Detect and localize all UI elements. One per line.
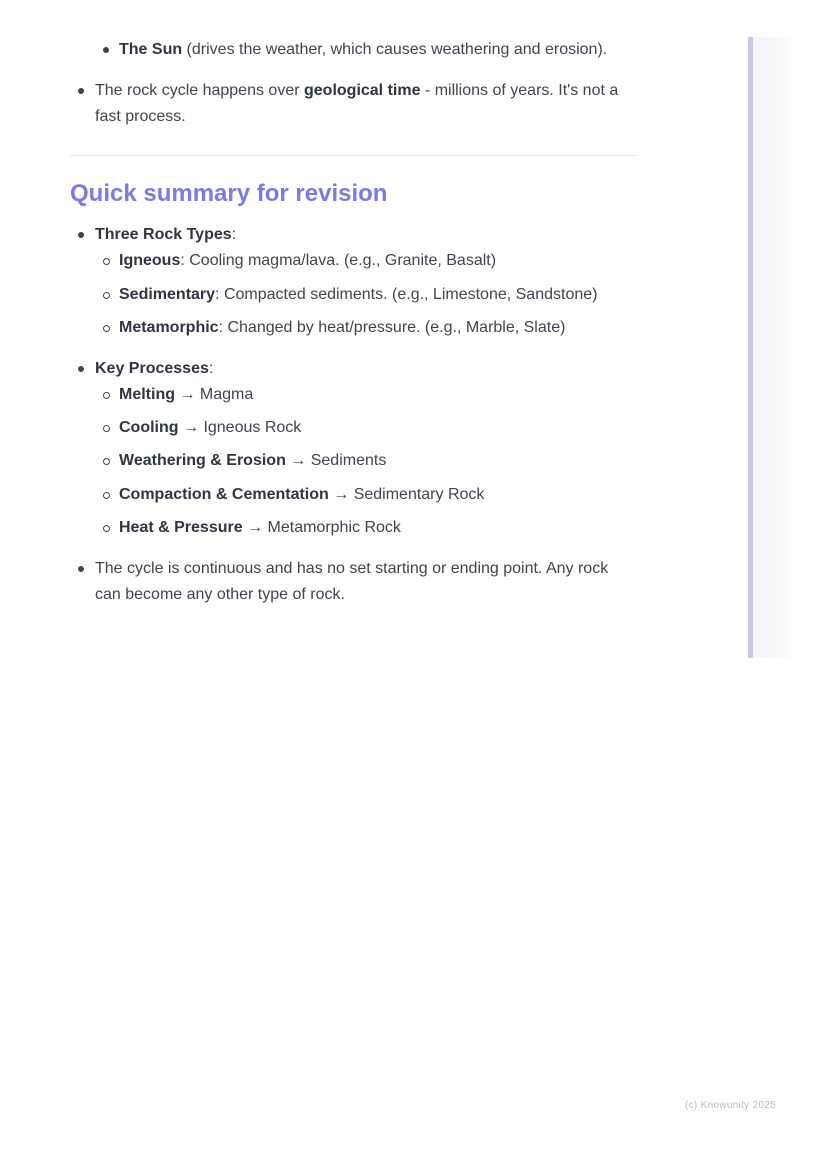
term-bold: Sedimentary (119, 286, 216, 303)
rock-type-item-igneous (70, 248, 644, 274)
item-text (119, 315, 565, 341)
item-text (119, 415, 301, 441)
term-rest: : Compacted sediments. (e.g., Limestone, Sandstone) (215, 286, 598, 303)
item-text (119, 248, 496, 274)
term-rest: → Igneous Rock (178, 419, 302, 436)
circle-bullet-icon (103, 482, 119, 499)
circle-bullet-icon (103, 315, 119, 332)
time-term-bold: geological time (304, 82, 421, 99)
process-item-cooling (70, 415, 644, 441)
rock-types-title-rest: : (231, 226, 237, 243)
term-rest: : Cooling magma/lava. (e.g., Granite, Basalt) (180, 252, 497, 269)
item-text (119, 382, 253, 408)
sun-item-text (119, 37, 607, 63)
time-rest: - millions of years. It's not a (420, 82, 619, 99)
page-edge-panel (753, 37, 792, 658)
circle-bullet-icon (103, 248, 119, 265)
copyright-footer: (c) Knowunity 2025 (684, 1100, 776, 1111)
term-rest: → Sediments (285, 452, 387, 469)
geological-time-text (95, 78, 618, 130)
rock-types-title-bold: Three Rock Types (95, 226, 232, 243)
process-item-melting (70, 382, 644, 408)
item-text (119, 515, 401, 541)
document-page (70, 37, 644, 608)
circle-bullet-icon (103, 448, 119, 465)
sun-term-rest: (drives the weather, which causes weathering and erosion). (182, 41, 608, 58)
summary-heading: Quick summary for revision (70, 180, 388, 207)
term-rest: → Sedimentary Rock (328, 486, 485, 503)
process-item-heat-pressure (70, 515, 644, 541)
term-bold: Compaction & Cementation (119, 486, 329, 503)
key-processes-title (95, 356, 213, 382)
time-line2: fast process. (95, 108, 186, 125)
item-text (119, 482, 484, 508)
circle-bullet-icon (103, 415, 119, 432)
time-pre: The rock cycle happens over (95, 82, 304, 99)
term-bold: Cooling (119, 419, 179, 436)
item-text (119, 282, 597, 308)
process-item-weathering-erosion (70, 448, 644, 474)
term-bold: Metamorphic (119, 319, 219, 336)
rock-types-list-item (70, 222, 644, 248)
closing-text (95, 556, 608, 608)
bullet-icon (78, 356, 95, 372)
closing-list-item (70, 556, 644, 608)
key-processes-list-item (70, 356, 644, 382)
sun-term-bold: The Sun (119, 41, 183, 58)
term-bold: Heat & Pressure (119, 519, 243, 536)
bullet-icon (78, 222, 95, 238)
key-processes-title-rest: : (208, 360, 214, 377)
key-processes-title-bold: Key Processes (95, 360, 209, 377)
process-item-compaction-cementation (70, 482, 644, 508)
bullet-icon (103, 37, 119, 53)
rock-types-title (95, 222, 236, 248)
circle-bullet-icon (103, 515, 119, 532)
geological-time-list-item (70, 78, 644, 130)
term-bold: Weathering & Erosion (119, 452, 286, 469)
term-rest: : Changed by heat/pressure. (e.g., Marble, Slate) (218, 319, 566, 336)
rock-type-item-sedimentary (70, 282, 644, 308)
circle-bullet-icon (103, 382, 119, 399)
term-rest: → Magma (175, 386, 254, 403)
sun-list-item (70, 37, 644, 63)
closing-line1: The cycle is continuous and has no set starting or ending point. Any rock (95, 560, 609, 577)
term-bold: Melting (119, 386, 175, 403)
bullet-icon (78, 78, 95, 94)
section-divider (70, 155, 637, 156)
term-rest: → Metamorphic Rock (242, 519, 401, 536)
closing-line2: can become any other type of rock. (95, 586, 345, 603)
bullet-icon (78, 556, 95, 572)
item-text (119, 448, 386, 474)
rock-type-item-metamorphic (70, 315, 644, 341)
circle-bullet-icon (103, 282, 119, 299)
term-bold: Igneous (119, 252, 181, 269)
